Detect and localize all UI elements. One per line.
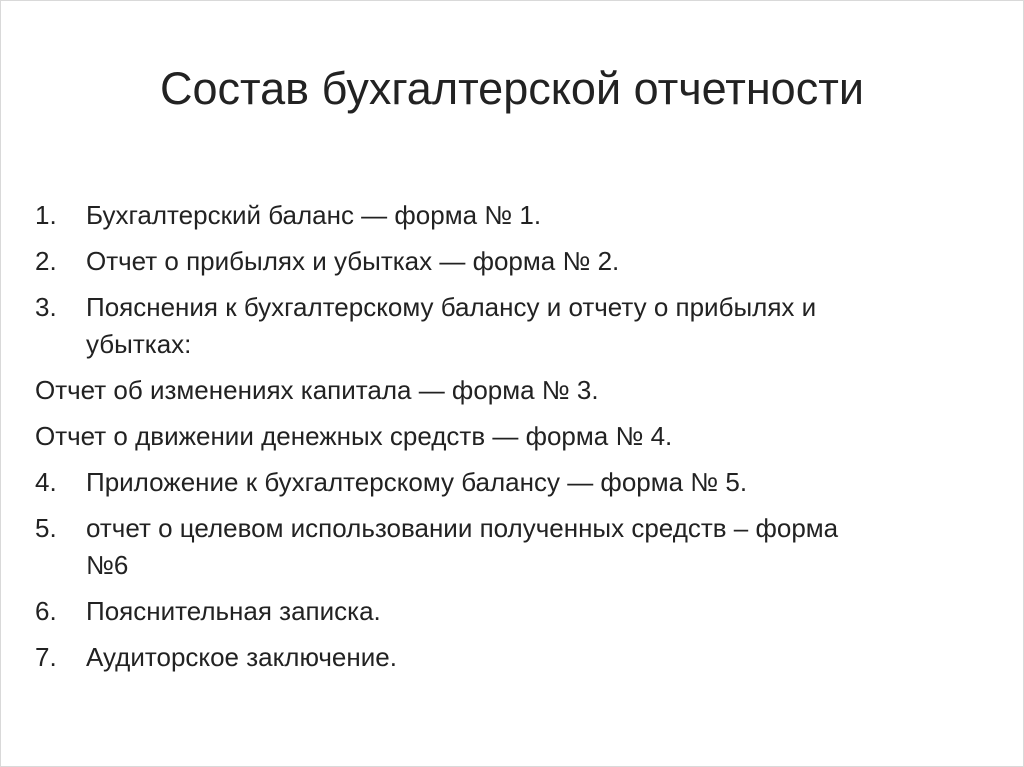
list-item-7 — [35, 639, 995, 676]
list-item-5 — [35, 510, 995, 584]
list-item-number: 7. — [35, 642, 57, 672]
list-item-text: Аудиторское заключение. — [86, 642, 397, 672]
list-item-number: 3. — [35, 292, 57, 322]
list-item-text: Пояснительная записка. — [86, 596, 381, 626]
list-item-text: Отчет о прибылях и убытках — форма № 2. — [86, 246, 620, 276]
list-item-number: 1. — [35, 200, 57, 230]
list-item-number: 5. — [35, 513, 57, 543]
list-item-text: Отчет об изменениях капитала — форма № 3. — [35, 375, 599, 405]
list-item-number: 4. — [35, 467, 57, 497]
list-item-3 — [35, 289, 995, 363]
list-item-text-line-2: убытках: — [86, 329, 192, 359]
list-item-2 — [35, 243, 995, 280]
slide-title: Состав бухгалтерской отчетности — [160, 63, 864, 114]
list-item-capital-changes — [35, 372, 995, 409]
list-item-4 — [35, 464, 995, 501]
list-item-number: 6. — [35, 596, 57, 626]
list-item-text: Отчет о движении денежных средств — форма № 4. — [35, 421, 673, 451]
list-item-1 — [35, 197, 995, 234]
list-item-number: 2. — [35, 246, 57, 276]
list-item-text-line-1: отчет о целевом использовании полученных средств – форма — [86, 513, 839, 543]
list-item-text: Бухгалтерский баланс — форма № 1. — [86, 200, 542, 230]
list-item-text-line-1: Пояснения к бухгалтерскому балансу и отчету о прибылях и — [86, 292, 817, 322]
list-item-text-line-2: №6 — [86, 550, 129, 580]
list-of-report-forms — [35, 197, 995, 676]
list-item-6 — [35, 593, 995, 630]
list-item-text: Приложение к бухгалтерскому балансу — форма № 5. — [86, 467, 748, 497]
list-item-cash-flows — [35, 418, 995, 455]
